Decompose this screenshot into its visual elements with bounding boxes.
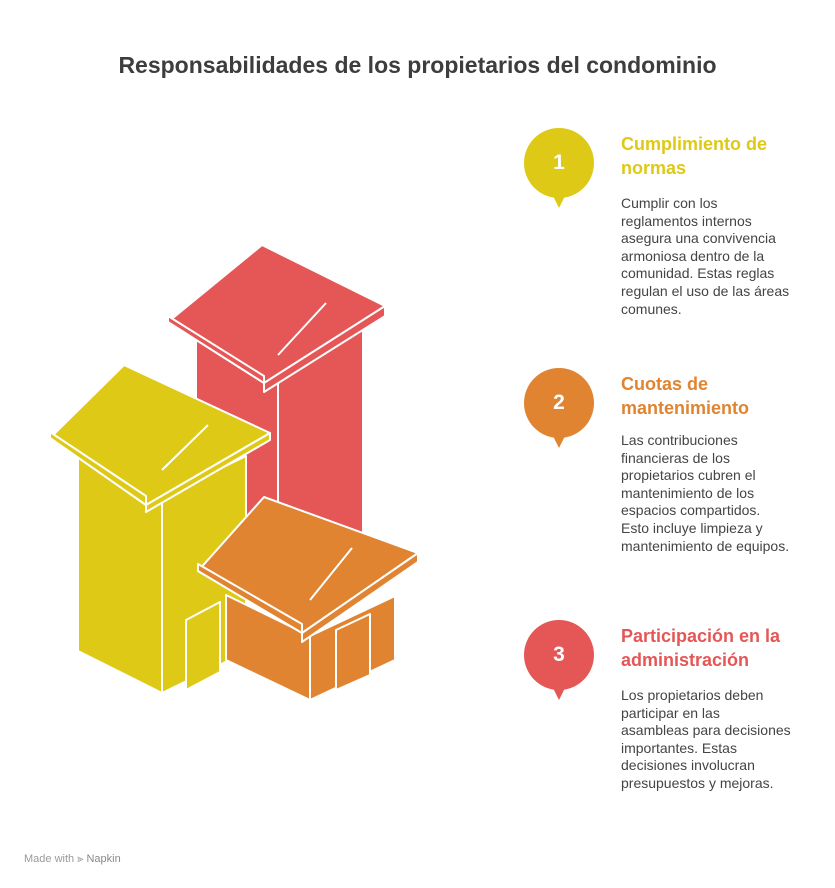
footer-attribution <box>24 853 121 866</box>
page-title: Responsabilidades de los propietarios del condominio <box>118 52 717 78</box>
brand-name: Napkin <box>86 853 121 865</box>
pin-number-2: 2 <box>553 391 565 414</box>
pin-number-1: 1 <box>553 151 565 174</box>
item-1-description: Cumplir con los reglamentos internos asegura una convivencia armoniosa dentro de la comunidad. Estas reglas regulan el uso de las áreas comunes. <box>621 195 790 317</box>
item-2-title: Cuotas de mantenimiento <box>621 374 750 418</box>
item-1-title: Cumplimiento de normas <box>621 134 768 178</box>
item-2-description: Las contribuciones financieras de los propietarios cubren el mantenimiento de los espacios compartidos. Esto incluye limpieza y mantenimiento de equipos. <box>621 432 790 554</box>
napkin-logo-icon: ⫸ <box>77 853 84 865</box>
pin-number-3: 3 <box>553 643 565 666</box>
made-with-label: Made with <box>24 853 75 865</box>
item-3-description: Los propietarios deben participar en las asambleas para decisiones importantes. Estas decisiones involucran presupuestos y mejoras. <box>621 687 791 791</box>
item-3-title: Participación en la administración <box>621 626 781 670</box>
